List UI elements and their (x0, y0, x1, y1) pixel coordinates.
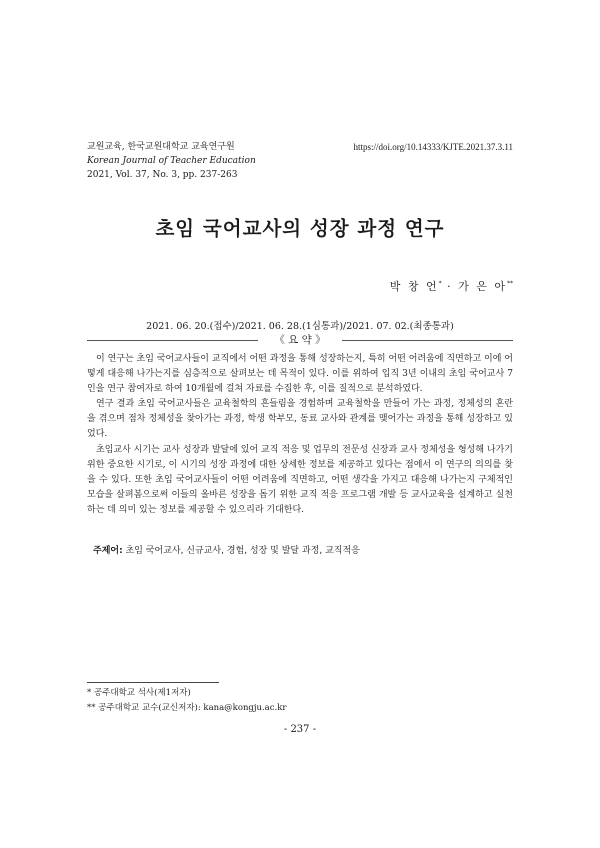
keywords-text: 초임 국어교사, 신규교사, 경험, 성장 및 발달 과정, 교직적응 (125, 546, 360, 556)
paper-title: 초임 국어교사의 성장 과정 연구 (155, 217, 445, 240)
abstract-body (87, 352, 513, 518)
author-separator: · (441, 280, 459, 293)
abstract-heading (87, 333, 513, 347)
submission-dates: 2021. 06. 20.(접수)/2021. 06. 28.(1심통과)/2021. 07. 02.(최종통과) (146, 321, 454, 332)
abstract-paragraph-1: 이 연구는 초임 국어교사들이 교직에서 어떤 과정을 통해 성장하는지, 특히 어떤 어려움에 직면하고 이에 어떻게 대응해 나가는지를 심층적으로 살펴보는 데 목적이 있다. 이를 위하여 입직 3년 이내의 초임 국어교사 7인을 연구 참여자로 하여 10개월에 걸쳐 자료를 수집한 후, 이를 질적으로 분석하였다. (87, 354, 513, 395)
author-1: 박 창 언 (389, 280, 439, 293)
abstract-heading-label: 《 요 약 》 (274, 334, 326, 346)
author-2: 가 은 아 (458, 280, 507, 293)
volume-info: 2021, Vol. 37, No. 3, pp. 237-263 (87, 170, 238, 180)
doi-link[interactable]: https://doi.org/10.14333/KJTE.2021.37.3.11 (353, 142, 513, 152)
footnote-1: * 공주대학교 석사(제1저자) (87, 688, 191, 698)
abstract-paragraph-2: 연구 결과 초임 국어교사들은 교육철학의 흔들림을 경험하며 교육철학을 만들어 가는 과정, 정체성의 혼란을 겪으며 점차 정체성을 찾아가는 과정, 학생 학부모, 동료 교사와 관계를 맺어가는 과정을 통해 성장하고 있었다. (87, 399, 513, 440)
author-2-mark: ** (507, 280, 513, 287)
author-line (390, 278, 513, 294)
abstract-paragraph-3: 초임교사 시기는 교사 성장과 발달에 있어 교직 적응 및 업무의 전문성 신장과 교사 정체성을 형성해 나가기 위한 중요한 시기로, 이 시기의 성장 과정에 대한 상세한 정보를 제공하고 있다는 점에서 이 연구의 의의를 찾을 수 있다. 또한 초임 국어교사들이 어떤 어려움에 직면하고, 어떤 생각을 가지고 대응해 나가는지 구체적인 모습을 살펴봄으로써 이들의 올바른 성장을 돕기 위한 교직 적응 프로그램 개발 등 교사교육을 설계하고 실천하는 데 의미 있는 정보를 제공할 수 있으리라 기대한다. (87, 444, 513, 515)
journal-name-english: Korean Journal of Teacher Education (87, 156, 256, 166)
footnote-2: ** 공주대학교 교수(교신저자): kana@kongju.ac.kr (87, 702, 287, 713)
journal-name-korean: 교원교육, 한국교원대학교 교육연구원 (87, 142, 235, 152)
keywords (93, 543, 360, 556)
author-1-mark: * (438, 280, 442, 287)
footnotes (87, 686, 286, 715)
journal-header (87, 140, 256, 182)
keywords-label: 주제어: (93, 546, 123, 556)
page-number: - 237 - (283, 724, 317, 735)
heading-rule-right (342, 340, 513, 341)
footnote-divider (87, 682, 219, 683)
